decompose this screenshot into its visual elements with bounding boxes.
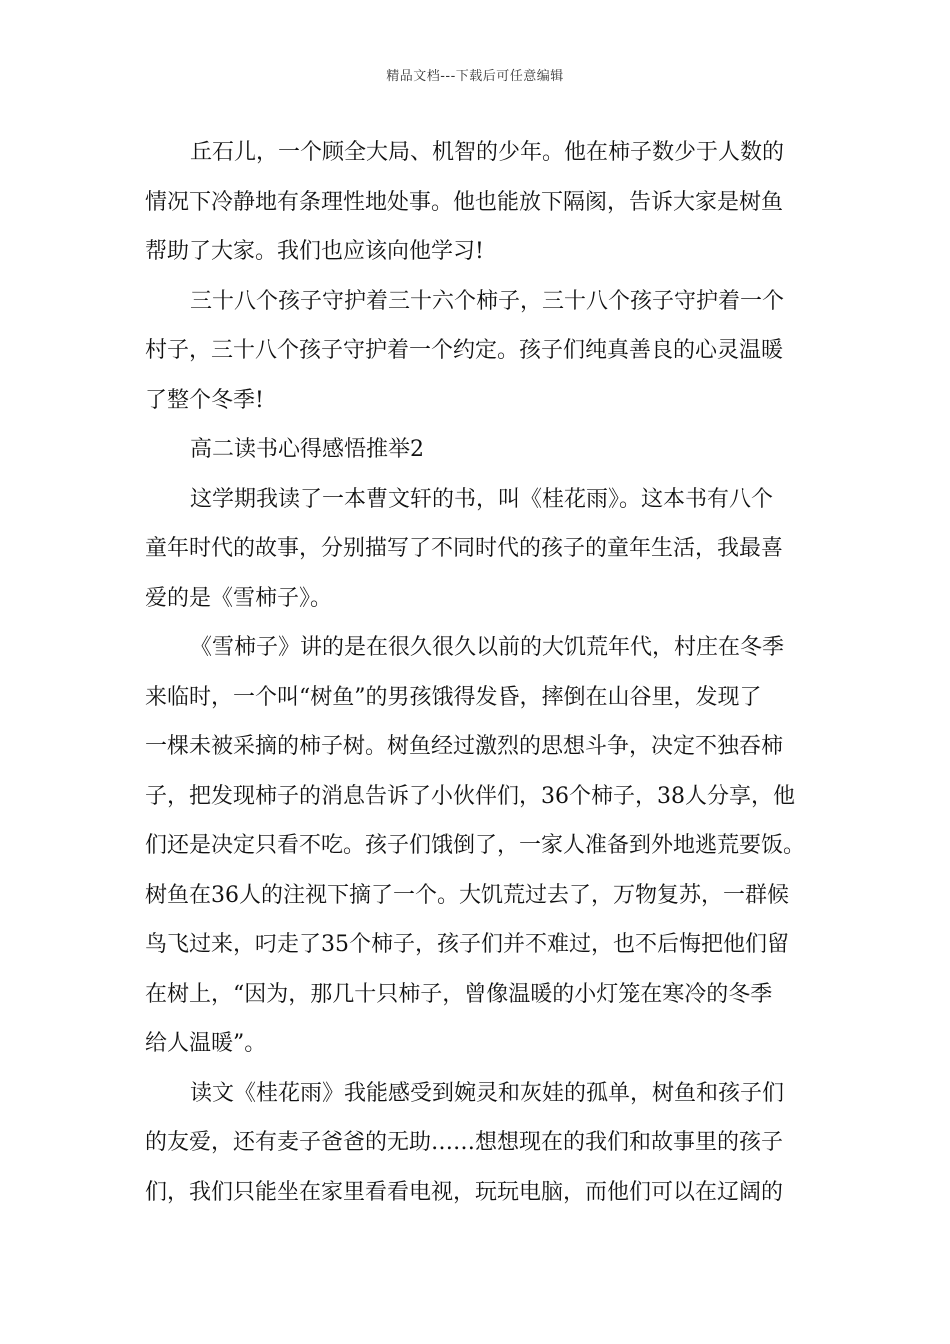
text-line: 在树上，“因为，那几十只柿子，曾像温暖的小灯笼在寒冷的冬季	[145, 981, 773, 1007]
text-line: 来临时，一个叫“树鱼”的男孩饿得发昏，摔倒在山谷里，发现了	[145, 684, 762, 710]
text-line: 了整个冬季!	[145, 387, 264, 413]
heading-text: 高二读书心得感悟推举2	[190, 437, 424, 462]
text-line: 情况下冷静地有条理性地处事。他也能放下隔阂，告诉大家是树鱼	[145, 189, 784, 215]
text-line: 的友爱，还有麦子爸爸的无助……想想现在的我们和故事里的孩子	[145, 1130, 784, 1155]
text-line: 丘石儿，一个顾全大局、机智的少年。他在柿子数少于人数的	[190, 140, 785, 165]
text-line: 给人温暖”。	[145, 1031, 267, 1056]
text-line: 爱的是《雪柿子》。	[145, 585, 333, 611]
text-line: 一棵未被采摘的柿子树。树鱼经过激烈的思想斗争，决定不独吞柿	[145, 734, 784, 759]
paragraph	[145, 1069, 815, 1218]
paragraph	[145, 623, 815, 1069]
text-line: 《雪柿子》讲的是在很久很久以前的大饥荒年代，村庄在冬季	[190, 635, 785, 660]
text-line: 童年时代的故事，分别描写了不同时代的孩子的童年生活，我最喜	[145, 536, 784, 561]
text-line: 三十八个孩子守护着三十六个柿子，三十八个孩子守护着一个	[190, 288, 785, 314]
paragraph	[145, 277, 815, 426]
text-line: 子，把发现柿子的消息告诉了小伙伴们，36个柿子，38人分享，他	[145, 783, 795, 809]
paragraph	[145, 128, 815, 277]
text-line: 这学期我读了一本曹文轩的书，叫《桂花雨》。这本书有八个	[190, 486, 774, 512]
text-line: 树鱼在36人的注视下摘了一个。大饥荒过去了，万物复苏，一群候	[145, 882, 789, 908]
section-heading	[145, 425, 815, 475]
text-line: 们，我们只能坐在家里看看电视，玩玩电脑，而他们可以在辽阔的	[145, 1179, 784, 1205]
text-line: 读文《桂花雨》我能感受到婉灵和灰娃的孤单，树鱼和孩子们	[190, 1080, 785, 1106]
text-line: 村子，三十八个孩子守护着一个约定。孩子们纯真善良的心灵温暖	[145, 338, 784, 363]
text-line: 帮助了大家。我们也应该向他学习!	[145, 239, 484, 264]
paragraph	[145, 475, 815, 624]
document-body	[145, 128, 815, 1217]
page-header: 精品文档---下载后可任意编辑	[386, 69, 564, 84]
text-line: 鸟飞过来，叼走了35个柿子，孩子们并不难过，也不后悔把他们留	[145, 932, 789, 957]
text-line: 们还是决定只看不吃。孩子们饿倒了，一家人准备到外地逃荒要饭。	[145, 833, 806, 858]
